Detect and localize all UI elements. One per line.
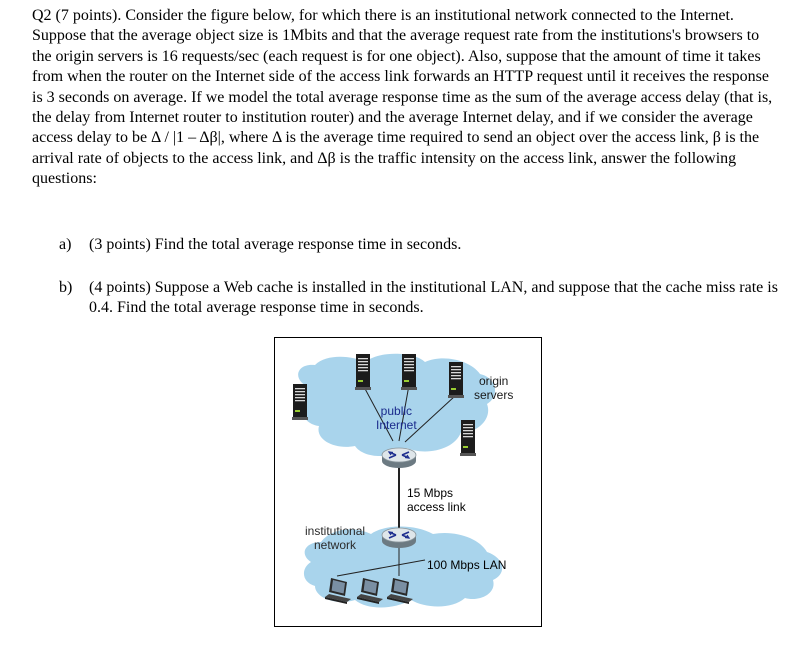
lan-label: 100 Mbps LAN (427, 558, 507, 572)
public-internet-label: public Internet (376, 404, 417, 432)
part-a (59, 235, 779, 257)
part-b-marker: b) (59, 279, 73, 296)
server-icon (460, 420, 476, 456)
router-icon (382, 448, 416, 468)
server-icon (292, 384, 308, 420)
part-b (59, 278, 779, 320)
access-link-label: 15 Mbps access link (407, 486, 466, 514)
server-icon (355, 354, 371, 390)
part-a-text: (3 points) Find the total average response time in seconds. (89, 236, 462, 253)
institutional-network-label: institutional network (305, 524, 366, 552)
question-text: Q2 (7 points). Consider the figure below, for which there is an institutional network connected to the Internet. Suppose that the average object size is 1Mbits and that the average request rate from the institutions's browsers to the origin servers is 16 requests/sec (each request is for one object). Also, suppose that the amount of time it takes from when the router on the Internet side of the access link forwards an HTTP request until it receives the response is 3 seconds on average. If we model the total average response time as the sum of the average access delay (that is, the delay from Internet router to institution router) and the average Internet delay, and if we consider the average access delay to be Δ / |1 – Δβ|, where Δ is the average time required to send an object over the access link, β is the arrival rate of objects to the access link, and Δβ is the traffic intensity on the access link, answer the following questions: (32, 7, 773, 188)
origin-servers-label: origin servers (474, 374, 514, 402)
server-icon (448, 362, 464, 398)
part-a-marker: a) (59, 236, 72, 253)
router-icon (382, 528, 416, 548)
network-figure (274, 337, 542, 627)
question-block (32, 6, 782, 190)
part-b-text: (4 points) Suppose a Web cache is installed in the institutional LAN, and suppose that the cache miss rate is 0.4. Find the total average response time in seconds. (89, 279, 778, 317)
server-icon (401, 354, 417, 390)
